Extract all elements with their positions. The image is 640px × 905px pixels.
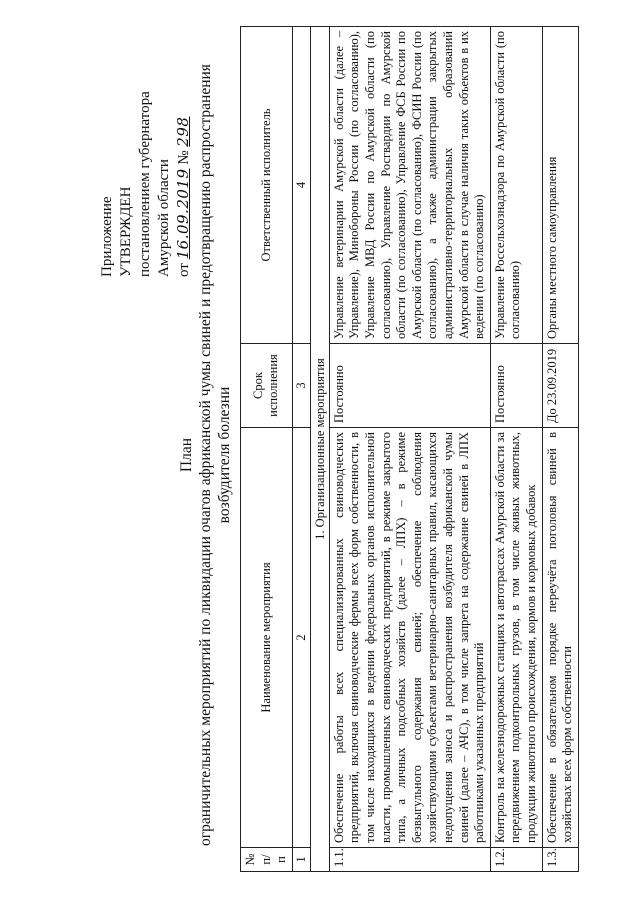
row-measure: Обеспечение в обязательном порядке переучёта поголовья свиней в хозяйствах всех форм собственности	[542, 428, 578, 848]
number-prefix: №	[176, 150, 192, 165]
header-name: Наименование мероприятия	[241, 428, 293, 848]
row-term: До 23.09.2019	[542, 344, 578, 428]
row-measure: Обеспечение работы всех специализированных свиноводческих предприятий, включая свиноводческие фермы всех форм собственности, в том числе находящихся в ведении федеральных органов исполнительной власти, промышленных свиноводческих предприятий, в режиме закрытого типа, а личных подсобных хозяйств (далее – ЛПХ) – в режиме безвыгульного содержания свиней; обеспечение соблюдения хозяйствующими субъектами ветеринарно-санитарных правил, касающихся недопущения заноса и распространения возбудителя африканской чумы свиней (далее – АЧС), в том числе запрета на содержание свиней в ЛПХ работниками указанных предприятий	[329, 428, 490, 848]
approval-line-1: постановлением губернатора	[137, 91, 153, 277]
date-prefix: от	[176, 263, 192, 277]
section-title: 1. Организационные мероприятия	[310, 27, 329, 872]
table-row	[542, 27, 578, 872]
row-responsible: Органы местного самоуправления	[542, 27, 578, 344]
table-row	[490, 27, 542, 872]
title-line-3: возбудителя болезни	[216, 386, 233, 524]
row-number: 1.3.	[542, 848, 578, 872]
table-row	[329, 27, 490, 872]
column-numbers-row	[292, 27, 310, 872]
approval-line-2: Амурской области	[156, 159, 172, 277]
column-number: 2	[292, 428, 310, 848]
handwritten-number: 298	[174, 116, 192, 147]
row-number: 1.1.	[329, 848, 490, 872]
header-term: Срок исполнения	[241, 344, 293, 428]
row-measure: Контроль на железнодорожных станциях и автотрассах Амурской области за передвижением подконтрольных грузов, в том числе живых животных, продукции животного происхождения, кормов и кормовых добавок	[490, 428, 542, 848]
document-title	[177, 45, 234, 865]
header-responsible: Ответственный исполнитель	[241, 27, 293, 344]
handwritten-date: 16.09.2019	[174, 168, 192, 260]
column-number: 3	[292, 344, 310, 428]
plan-table	[240, 26, 579, 872]
table-header-row	[241, 27, 293, 872]
column-number: 1	[292, 848, 310, 872]
row-responsible: Управление Россельхознадзора по Амурской области (по согласованию)	[490, 27, 542, 344]
row-number: 1.2.	[490, 848, 542, 872]
appendix-label: Приложение	[99, 196, 115, 277]
title-line-2: ограничительных мероприятий по ликвидации очагов африканской чумы свиней и предотвращению распространения	[197, 64, 214, 846]
row-responsible: Управление ветеринарии Амурской области (далее – Управление), Минобороны России (по согласованию), Управление МВД России по Амурской области (по согласованию), Управление Росгвардии по Амурской области (по согласованию), Управление ФСБ России по Амурской области (по согласованию), ФСИН России (по согласованию), а также администрации закрытых административно-территориальных образований Амурской области в случае наличия таких объектов в их ведении (по согласованию)	[329, 27, 490, 344]
title-line-1: План	[178, 437, 195, 473]
header-number: № п/п	[241, 848, 293, 872]
approved-label: УТВЕРЖДЕН	[118, 186, 134, 277]
row-term: Постоянно	[490, 344, 542, 428]
row-term: Постоянно	[329, 344, 490, 428]
column-number: 4	[292, 27, 310, 344]
section-row	[310, 27, 329, 872]
